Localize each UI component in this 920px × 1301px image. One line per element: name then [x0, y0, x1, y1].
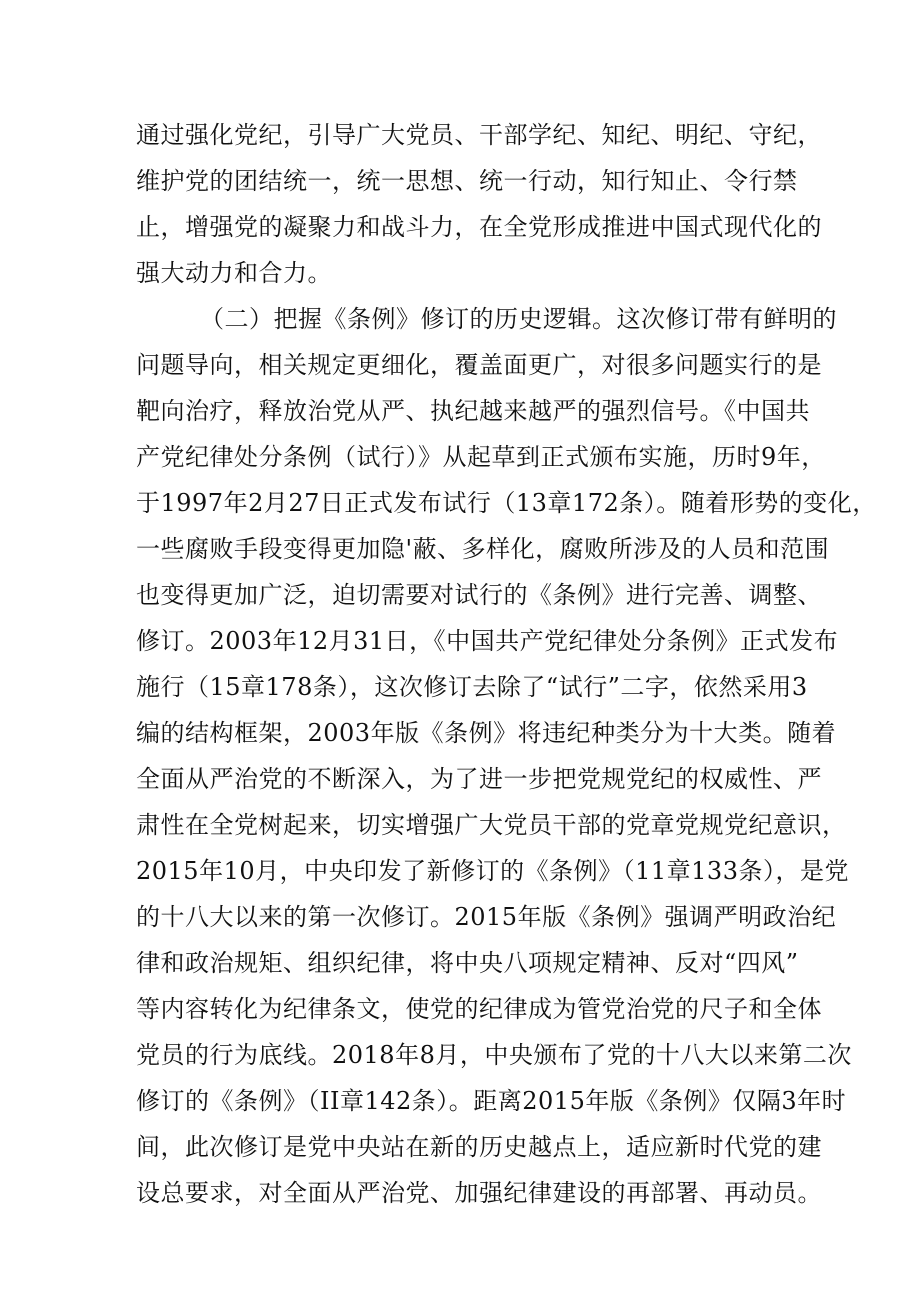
- text-line: 编的结构框架，2003年版《条例》将违纪种类分为十大类。随着: [136, 719, 837, 747]
- text-line: 全面从严治党的不断深入，为了进一步把党规党纪的权威性、严: [136, 765, 822, 793]
- text-line: 通过强化党纪，引导广大党员、干部学纪、知纪、明纪、守纪，: [136, 121, 822, 149]
- text-line: 一些腐败手段变得更加隐'蔽、多样化，腐败所涉及的人员和范围: [136, 535, 830, 563]
- text-line: 的十八大以来的第一次修订。2015年版《条例》强调严明政治纪: [136, 903, 837, 931]
- text-line: 律和政治规矩、组织纪律，将中央八项规定精神、反对“四风”: [136, 949, 799, 977]
- text-line: 止，增强党的凝聚力和战斗力，在全党形成推进中国式现代化的: [136, 213, 822, 241]
- section-heading-line: （二）把握《条例》修订的历史逻辑。这次修订带有鲜明的: [200, 305, 837, 333]
- text-line: 间，此次修订是党中央站在新的历史越点上，适应新时代党的建: [136, 1133, 822, 1161]
- text-line: 党员的行为底线。2018年8月，中央颁布了党的十八大以来第二次: [136, 1041, 852, 1069]
- text-line: 设总要求，对全面从严治党、加强纪律建设的再部署、再动员。: [136, 1179, 822, 1207]
- text-line: 靶向治疗，释放治党从严、执纪越来越严的强烈信号。《中国共: [136, 397, 810, 425]
- text-line: 修订的《条例》（II章142条）。距离2015年版《条例》仅隔3年时: [136, 1087, 847, 1115]
- text-line: 肃性在全党树起来，切实增强广大党员干部的党章党规党纪意识，: [136, 811, 847, 839]
- text-line: 2015年10月，中央印发了新修订的《条例》（11章133条），是党: [136, 857, 849, 885]
- text-line: 强大动力和合力。: [136, 259, 332, 287]
- text-line: 维护党的团结统一，统一思想、统一行动，知行知止、令行禁: [136, 167, 798, 195]
- text-line: 等内容转化为纪律条文，使党的纪律成为管党治党的尺子和全体: [136, 995, 822, 1023]
- text-line: 产党纪律处分条例（试行）》从起草到正式颁布实施，历时9年，: [136, 443, 826, 471]
- text-line: 于1997年2月27日正式发布试行（13章172条）。随着形势的变化，: [136, 489, 877, 517]
- text-line: 施行（15章178条），这次修订去除了“试行”二字，依然采用3: [136, 673, 808, 701]
- text-line: 也变得更加广泛，迫切需要对试行的《条例》进行完善、调整、: [136, 581, 822, 609]
- text-line: 问题导向，相关规定更细化，覆盖面更广，对很多问题实行的是: [136, 351, 822, 379]
- body-text: [136, 112, 877, 1216]
- text-line: 修订。2003年12月31日，《中国共产党纪律处分条例》正式发布: [136, 627, 839, 655]
